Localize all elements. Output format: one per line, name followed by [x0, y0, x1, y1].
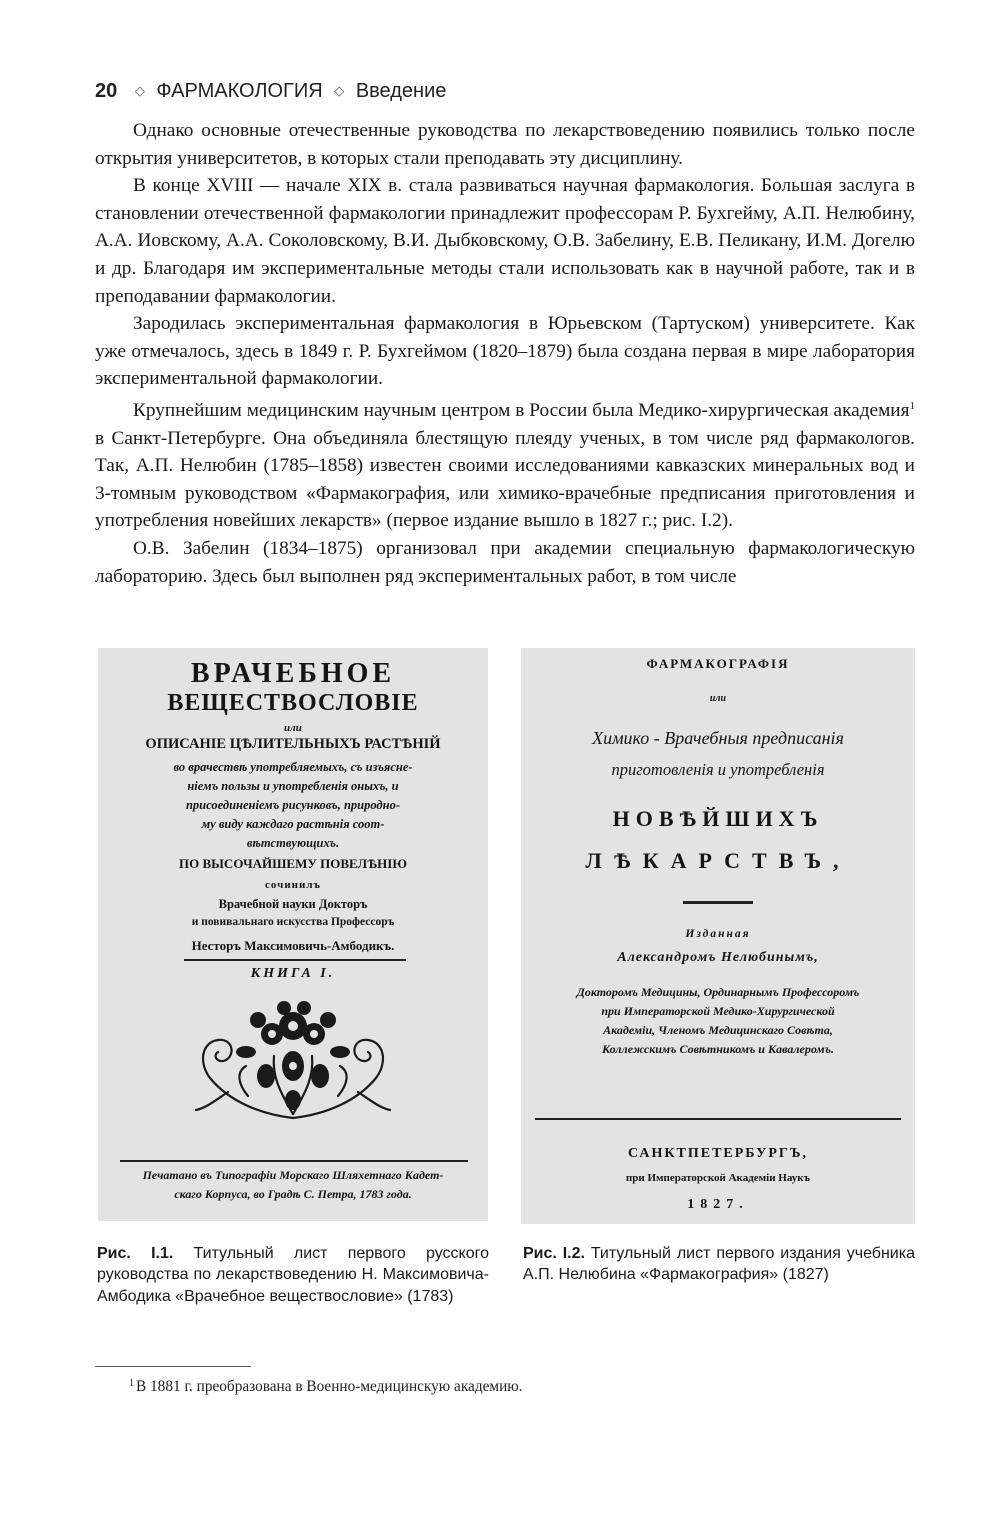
book-title: ФАРМАКОЛОГИЯ: [156, 80, 323, 102]
divider: [120, 1160, 468, 1162]
title-line: Изданная: [685, 928, 751, 940]
title-line: вѣтствующихъ.: [246, 836, 340, 850]
figure-2-image: [521, 648, 915, 1224]
title-line: при Императорской Академіи Наукъ: [625, 1172, 811, 1184]
paragraph: В конце XVIII — начале XIX в. стала развиваться научная фармакология. Большая заслуга в становлении отечественной фармакологии принадлежит профессорам Р. Бухгейму, А.П. Нелюбину, А.А. Иовскому, А.А. Соколовскому, В.И. Дыбковскому, О.В. Забелину, Е.В. Пеликану, И.М. Догелю и др. Благодаря им экспериментальные методы стали использовать как в научной работе, так и в преподавании фармакологии.: [95, 175, 915, 307]
title-line: КНИГА I.: [250, 966, 336, 981]
title-line: САНКТПЕТЕРБУРГЪ,: [627, 1146, 809, 1161]
figure-2-caption: [523, 1243, 915, 1286]
paragraph-text: Крупнейшим медицинским научным центром в России была Медико-хирургическая академия: [133, 399, 910, 421]
title-line: Коллежскимъ Совѣтникомъ и Кавалеромъ.: [602, 1042, 834, 1056]
title-line: ВРАЧЕБНОЕ: [190, 658, 396, 689]
floral-vignette-icon: [188, 996, 398, 1126]
paragraph: Однако основные отечественные руководства по лекарствоведению появились только после открытия университетов, в которых стали преподавать эту дисциплину.: [95, 120, 915, 169]
title-line: присоединеніемъ рисунковъ, природно-: [185, 798, 400, 812]
title-line: приготовленія и употребленія: [611, 760, 825, 779]
footnote-reference: 1: [909, 399, 915, 412]
title-line: Печатано въ Типографіи Морскаго Шляхетнаго Кадет-: [142, 1168, 444, 1182]
divider: [184, 959, 406, 961]
title-line: ОПИСАНІЕ ЦѢЛИТЕЛЬНЫХЪ РАСТѢНІЙ: [145, 736, 441, 752]
caption-label: Рис. I.2.: [523, 1245, 585, 1262]
paragraph: [95, 393, 915, 535]
title-line: при Императорской Медико-Хирургической: [601, 1004, 835, 1018]
title-line: или: [284, 722, 302, 734]
title-line: ФАРМАКОГРАФІЯ: [646, 656, 790, 671]
divider: [535, 1118, 901, 1120]
caption-text: Титульный лист первого издания учебника А.П. Нелюбина «Фармакография» (1827): [523, 1245, 915, 1284]
title-line: во врачествѣ употребляемыхъ, съ изъясне-: [173, 760, 413, 774]
footnote-text: В 1881 г. преобразована в Военно-медицинскую академию.: [136, 1378, 523, 1395]
title-line: ніемъ пользы и употребленія оныхъ, и: [187, 779, 399, 793]
title-line: и повивальнаго искусства Профессоръ: [191, 916, 395, 928]
title-line: ПО ВЫСОЧАЙШЕМУ ПОВЕЛѢНІЮ: [179, 856, 407, 871]
title-line: Врачебной науки Докторъ: [218, 897, 368, 911]
footnote: [129, 1378, 523, 1396]
title-line: или: [709, 693, 727, 704]
paragraph: Зародилась экспериментальная фармакология в Юрьевском (Тартуском) университете. Как уже отмечалось, здесь в 1849 г. Р. Бухгеймом (1820–1879) была создана первая в мире лаборатория экспериментальной фармакологии.: [95, 313, 915, 390]
title-line: Докторомъ Медицины, Ординарнымъ Профессоромъ: [576, 985, 860, 999]
title-line: Академіи, Членомъ Медицинскаго Совѣта,: [603, 1023, 833, 1037]
diamond-icon: ◇: [334, 83, 345, 98]
section-title: Введение: [355, 80, 447, 102]
caption-text: Титульный лист первого русского руководства по лекарствоведению Н. Максимовича-Амбодика «Врачебное веществословие» (1783): [97, 1245, 489, 1305]
running-head: [95, 80, 446, 103]
page-number: 20: [95, 80, 118, 102]
title-line: Александромъ Нелюбинымъ,: [617, 950, 819, 965]
title-line: НОВѢЙШИХЪ: [612, 806, 824, 831]
body-text: [95, 117, 915, 590]
caption-label: Рис. I.1.: [97, 1245, 174, 1262]
title-line: ВЕЩЕСТВОСЛОВІЕ: [167, 690, 419, 716]
title-line: Химико - Врачебныя предписанія: [592, 728, 844, 748]
divider: [683, 901, 753, 904]
diamond-icon: ◇: [134, 83, 145, 98]
title-line: му виду каждаго растѣнія соот-: [201, 817, 385, 831]
title-line: сочинилъ: [265, 879, 321, 891]
title-line: ЛѢКАРСТВЪ,: [585, 848, 851, 873]
title-line: Несторъ Максимовичь-Амбодикъ.: [191, 938, 395, 953]
footnote-marker: 1: [129, 1378, 134, 1389]
footnote-divider: [95, 1366, 251, 1367]
figure-1-image: [98, 648, 488, 1221]
figure-1-caption: [97, 1243, 489, 1307]
title-line: 1827.: [687, 1197, 749, 1212]
title-line: скаго Корпуса, во Градѣ С. Петра, 1783 года.: [174, 1187, 412, 1201]
paragraph-text: в Санкт-Петербурге. Она объединяла блестящую плеяду ученых, в том числе ряд фармакологов. Так, А.П. Нелюбин (1785–1858) известен своими исследованиями кавказских минеральных вод и 3-томным руководством «Фармакография, или химико-врачебные предписания приготовления и употребления новейших лекарств» (первое издание вышло в 1827 г.; рис. I.2).: [95, 427, 915, 532]
paragraph: О.В. Забелин (1834–1875) организовал при академии специальную фармакологическую лабораторию. Здесь был выполнен ряд экспериментальных работ, в том числе: [95, 537, 915, 587]
